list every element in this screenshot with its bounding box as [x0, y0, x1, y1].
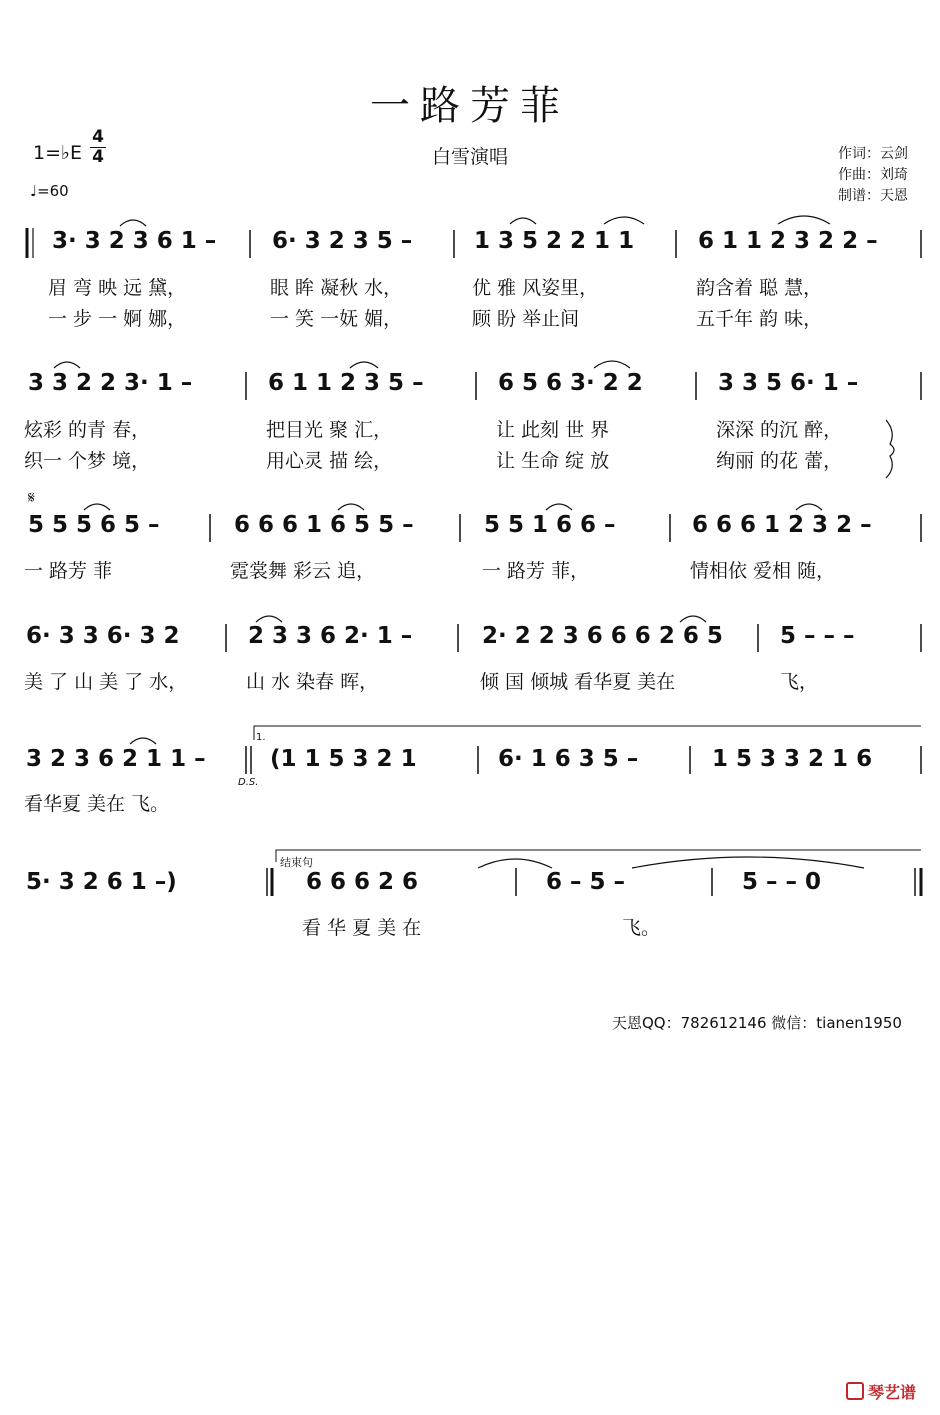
measure: 6· 1 6 3 5 –: [498, 746, 639, 772]
logo-text: 琴艺谱: [868, 1383, 917, 1402]
slur: [130, 738, 156, 744]
slur: [338, 504, 364, 510]
lyric: 一 步 一 婀 娜，: [48, 308, 187, 330]
lyric: 让 此刻 世 界: [496, 419, 610, 441]
slur: [680, 616, 706, 622]
volta-label: 1.: [256, 732, 266, 743]
measure: 6 5 6 3· 2 2: [498, 370, 643, 396]
key-signature: 1=♭E: [33, 142, 82, 164]
lyric: 霓裳舞 彩云 追，: [230, 560, 376, 582]
lyric: 倾 国 倾城 看华夏 美在: [480, 671, 676, 693]
lyric: 眉 弯 映 远 黛，: [48, 277, 187, 299]
measure: 6 6 6 2 6: [306, 869, 419, 895]
measure: 3 2 3 6 2 1 1 –: [26, 746, 206, 772]
credit-lyricist: 作词：云剑: [838, 146, 908, 162]
lyric: 一 路芳 菲，: [482, 560, 590, 582]
lyric: 用心灵 描 绘，: [266, 450, 393, 472]
tempo-marking: ♩=60: [30, 182, 69, 200]
ending-bracket: [276, 850, 921, 862]
footer-contact: 天恩QQ：782612146 微信：tianen1950: [612, 1014, 902, 1032]
verse-brace: [886, 420, 894, 478]
lyric: 深深 的沉 醉，: [716, 419, 843, 441]
measure: 5 5 5 6 5 –: [28, 512, 160, 538]
slur: [510, 218, 536, 224]
measure: 5 5 1 6 6 –: [484, 512, 616, 538]
lyric: 一 路芳 菲: [24, 560, 113, 582]
measure: 6 – 5 –: [546, 869, 626, 895]
measure: 6· 3 2 3 5 –: [272, 228, 413, 254]
score-title: 一路芳菲: [370, 83, 570, 129]
slur: [778, 216, 830, 224]
ending-label: 结束句: [280, 856, 313, 869]
credit-composer: 作曲：刘琦: [838, 167, 908, 183]
segno-sign: 𝄋: [28, 488, 35, 507]
measure: 5 – – –: [780, 623, 855, 649]
measure: 5 – – 0: [742, 869, 822, 895]
slur: [350, 362, 378, 368]
volta-bracket-1: [254, 726, 921, 740]
slur: [594, 361, 630, 368]
lyric: 顾 盼 举止间: [472, 308, 580, 330]
lyric: 情相依 爱相 随，: [690, 560, 836, 582]
measure: 6· 3 3 6· 3 2: [26, 623, 180, 649]
lyric: 看 华 夏 美 在: [302, 917, 422, 939]
measure: 6 6 6 1 6 5 5 –: [234, 512, 414, 538]
measure: (1 1 5 3 2 1: [270, 746, 417, 772]
lyric: 一 笑 一妩 媚，: [270, 308, 403, 330]
slur: [54, 362, 80, 368]
logo-icon: [846, 1382, 864, 1400]
lyric: 飞，: [780, 671, 819, 693]
lyric: 美 了 山 美 了 水，: [24, 671, 188, 693]
slur: [256, 616, 282, 622]
measure: 2 3 3 6 2· 1 –: [248, 623, 413, 649]
slur: [478, 859, 552, 868]
lyric: 眼 眸 凝秋 水，: [270, 277, 403, 299]
singer-subtitle: 白雪演唱: [431, 146, 508, 168]
measure: 5· 3 2 6 1 –): [26, 869, 177, 895]
credit-transcriber: 制谱：天恩: [838, 188, 908, 204]
slur: [546, 504, 572, 510]
time-top: 4: [92, 127, 104, 147]
measure: 3 3 5 6· 1 –: [718, 370, 859, 396]
slur: [84, 504, 110, 510]
measure: 6 1 1 2 3 5 –: [268, 370, 424, 396]
measure: 6 6 6 1 2 3 2 –: [692, 512, 872, 538]
site-logo: [846, 1380, 916, 1403]
lyric: 炫彩 的青 春，: [24, 419, 151, 441]
measure: 1 5 3 3 2 1 6: [712, 746, 873, 772]
slur: [604, 217, 644, 224]
measure: 6 1 1 2 3 2 2 –: [698, 228, 878, 254]
measure: 1 3 5 2 2 1 1: [474, 228, 635, 254]
lyric: 织一 个梦 境，: [24, 450, 151, 472]
lyric: 看华夏 美在 飞。: [24, 793, 170, 815]
lyric: 五千年 韵 味，: [696, 308, 823, 330]
lyric: 绚丽 的花 蕾，: [716, 450, 843, 472]
slur: [120, 220, 146, 226]
lyric: 飞。: [622, 917, 661, 939]
lyric: 优 雅 风姿里，: [472, 277, 599, 299]
measure: 2· 2 2 3 6 6 6 2 6 5: [482, 623, 723, 649]
measure: 3· 3 2 3 6 1 –: [52, 228, 217, 254]
time-bottom: 4: [92, 147, 104, 167]
ds-marking: D.S.: [238, 777, 259, 788]
lyric: 把目光 聚 汇，: [266, 419, 393, 441]
slur: [632, 857, 864, 868]
lyric: 韵含着 聪 慧，: [696, 277, 823, 299]
lyric: 让 生命 绽 放: [496, 450, 610, 472]
slur: [796, 504, 822, 510]
lyric: 山 水 染春 晖，: [246, 671, 379, 693]
measure: 3 3 2 2 3· 1 –: [28, 370, 193, 396]
